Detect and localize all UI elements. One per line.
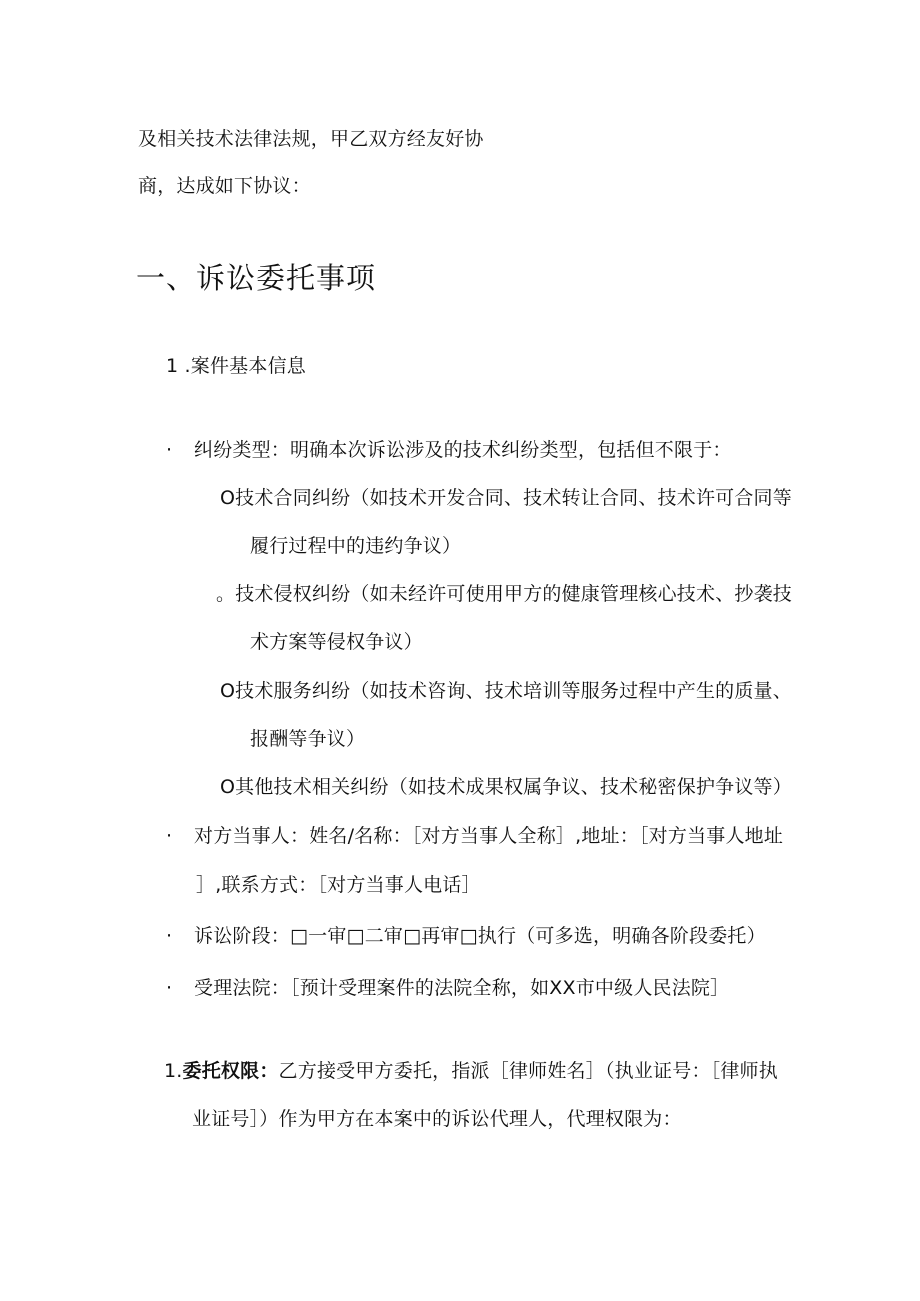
bullet-marker: · [166, 825, 173, 847]
section-heading: 一、诉讼委托事项 [136, 261, 377, 295]
intro-line-2: 商，达成如下协议： [138, 175, 311, 197]
option-other-line: O其他技术相关纠纷（如技术成果权属争议、技术秘密保护争议等） [220, 776, 792, 798]
bullet-marker: · [166, 977, 173, 999]
stage-item [166, 923, 766, 949]
authority-line-1 [164, 1058, 778, 1084]
option-contract-line-2: 履行过程中的违约争议） [250, 535, 462, 557]
dispute-type-text: 纠纷类型：明确本次诉讼涉及的技术纠纷类型，包括但不限于： [194, 439, 732, 461]
court-item [166, 975, 729, 1001]
counterparty-line-2: ］,联系方式：［对方当事人电话］ [196, 874, 481, 896]
option-service-line-1: O技术服务纠纷（如技术咨询、技术培训等服务过程中产生的质量、 [220, 680, 792, 702]
authority-line-1-text: 乙方接受甲方委托，指派［律师姓名］（执业证号：［律师执 [278, 1060, 778, 1082]
court-text: 受理法院：［预计受理案件的法院全称，如XX市中级人民法院］ [194, 977, 730, 999]
option-service-line-2: 报酬等争议） [250, 728, 366, 750]
subsection-title: 1 .案件基本信息 [166, 355, 306, 377]
option-infringement-line-1: 。技术侵权纠纷（如未经许可使用甲方的健康管理核心技术、抄袭技 [216, 583, 793, 605]
option-contract-line-1: O技术合同纠纷（如技术开发合同、技术转让合同、技术许可合同等 [220, 487, 792, 509]
authority-number: 1. [164, 1060, 183, 1082]
bullet-marker: · [166, 925, 173, 947]
counterparty-line-1: 对方当事人：姓名/名称：［对方当事人全称］,地址：［对方当事人地址 [194, 825, 784, 847]
intro-line-1: 及相关技术法律法规，甲乙双方经友好协 [138, 128, 484, 150]
counterparty-item [166, 823, 783, 849]
bullet-marker: · [166, 439, 173, 461]
stage-text: 诉讼阶段：□一审□二审□再审□执行（可多选，明确各阶段委托） [194, 925, 766, 947]
dispute-type-item [166, 437, 732, 463]
option-infringement-line-2: 术方案等侵权争议） [250, 631, 423, 653]
authority-label: 委托权限： [182, 1060, 279, 1082]
authority-line-2: 业证号］）作为甲方在本案中的诉讼代理人，代理权限为： [192, 1108, 682, 1130]
